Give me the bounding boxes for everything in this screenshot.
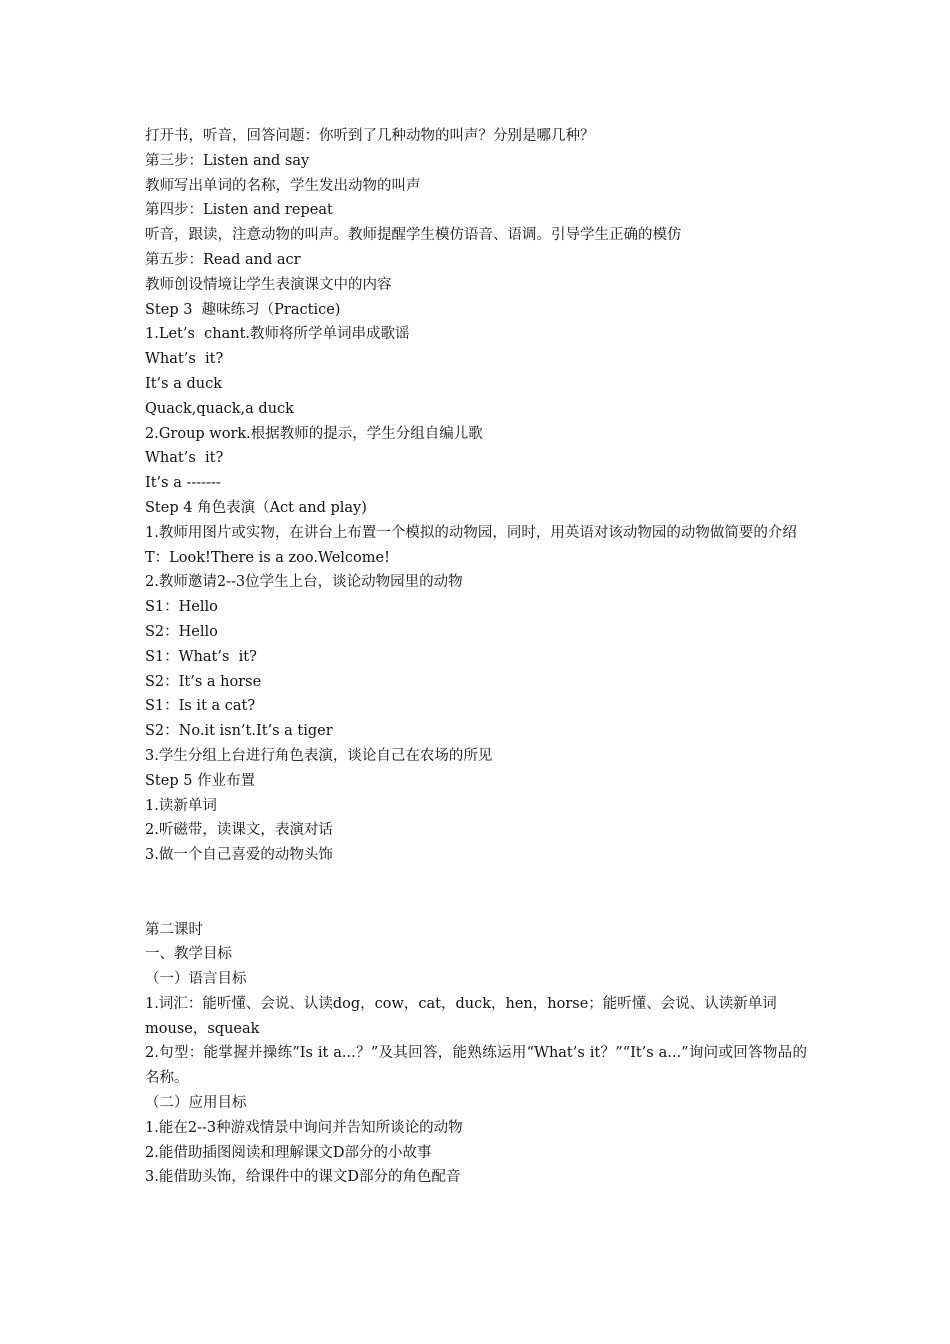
subsection-heading: （二）应用目标	[145, 1095, 247, 1112]
dialogue-line: S1：Is it a cat?	[145, 698, 256, 715]
text-paragraph: 2.句型：能掌握并操练”Is it a...？”及其回答，能熟练运用“What’s it？”“It’s a...”询问或回答物品的名称。	[145, 1045, 807, 1087]
subsection-heading: （一）语言目标	[145, 971, 247, 988]
text-paragraph: 1.教师用图片或实物，在讲台上布置一个模拟的动物园，同时，用英语对该动物园的动物做简要的介绍	[145, 524, 797, 541]
step-heading: 第三步：Listen and say	[145, 152, 310, 169]
step-heading: 第五步：Read and acr	[145, 251, 301, 268]
dialogue-line: T：Look!There is a zoo.Welcome!	[145, 549, 390, 566]
dialogue-line: S2：Hello	[145, 623, 218, 640]
text-line: 打开书，听音，回答问题：你听到了几种动物的叫声？分别是哪几种？	[145, 128, 595, 144]
dialogue-line: It’s a duck	[145, 375, 222, 392]
text-line: 2.听磁带，读课文，表演对话	[145, 822, 333, 839]
text-line: 3.做一个自己喜爱的动物头饰	[145, 847, 333, 864]
step-heading: Step 4 角色表演（Act and play)	[145, 499, 367, 516]
text-line: 听音，跟读，注意动物的叫声。教师提醒学生模仿语音、语调。引导学生正确的模仿	[145, 227, 682, 244]
dialogue-line: Quack,quack,a duck	[145, 400, 294, 417]
text-line: 教师创设情境让学生表演课文中的内容	[145, 276, 392, 293]
text-line: 2.教师邀请2--3位学生上台，谈论动物园里的动物	[145, 574, 463, 591]
document-page	[145, 124, 807, 1190]
section-heading: 一、教学目标	[145, 946, 232, 963]
dialogue-line: It’s a -------	[145, 475, 221, 492]
text-line: 2.Group work.根据教师的提示，学生分组自编儿歌	[145, 425, 483, 442]
section-lesson1-steps	[145, 124, 807, 868]
section-lesson2	[145, 918, 807, 1191]
step-heading: Step 5 作业布置	[145, 772, 256, 789]
blank-gap	[145, 868, 807, 918]
lesson-heading: 第二课时	[145, 921, 203, 938]
text-line: 教师写出单词的名称，学生发出动物的叫声	[145, 177, 421, 194]
dialogue-line: S2：It’s a horse	[145, 673, 262, 690]
text-line: 3.学生分组上台进行角色表演，谈论自己在农场的所见	[145, 747, 493, 764]
dialogue-line: S1：Hello	[145, 599, 218, 616]
dialogue-line: S2：No.it isn’t.It’s a tiger	[145, 723, 333, 740]
text-paragraph: 1.词汇：能听懂、会说、认读dog，cow，cat，duck，hen，horse；能听懂、会说、认读新单词mouse，squeak	[145, 995, 777, 1037]
text-line: 3.能借助头饰，给课件中的课文D部分的角色配音	[145, 1169, 461, 1186]
dialogue-line: S1：What’s it?	[145, 648, 257, 665]
step-heading: Step 3 趣味练习（Practice)	[145, 301, 341, 318]
step-heading: 第四步：Listen and repeat	[145, 202, 333, 219]
text-line: 1.能在2--3种游戏情景中询问并告知所谈论的动物	[145, 1119, 463, 1136]
text-line: 1.Let’s chant.教师将所学单词串成歌谣	[145, 326, 410, 343]
text-line: 2.能借助插图阅读和理解课文D部分的小故事	[145, 1144, 432, 1161]
dialogue-line: What’s it?	[145, 351, 224, 368]
dialogue-line: What’s it?	[145, 450, 224, 467]
text-line: 1.读新单词	[145, 797, 217, 814]
